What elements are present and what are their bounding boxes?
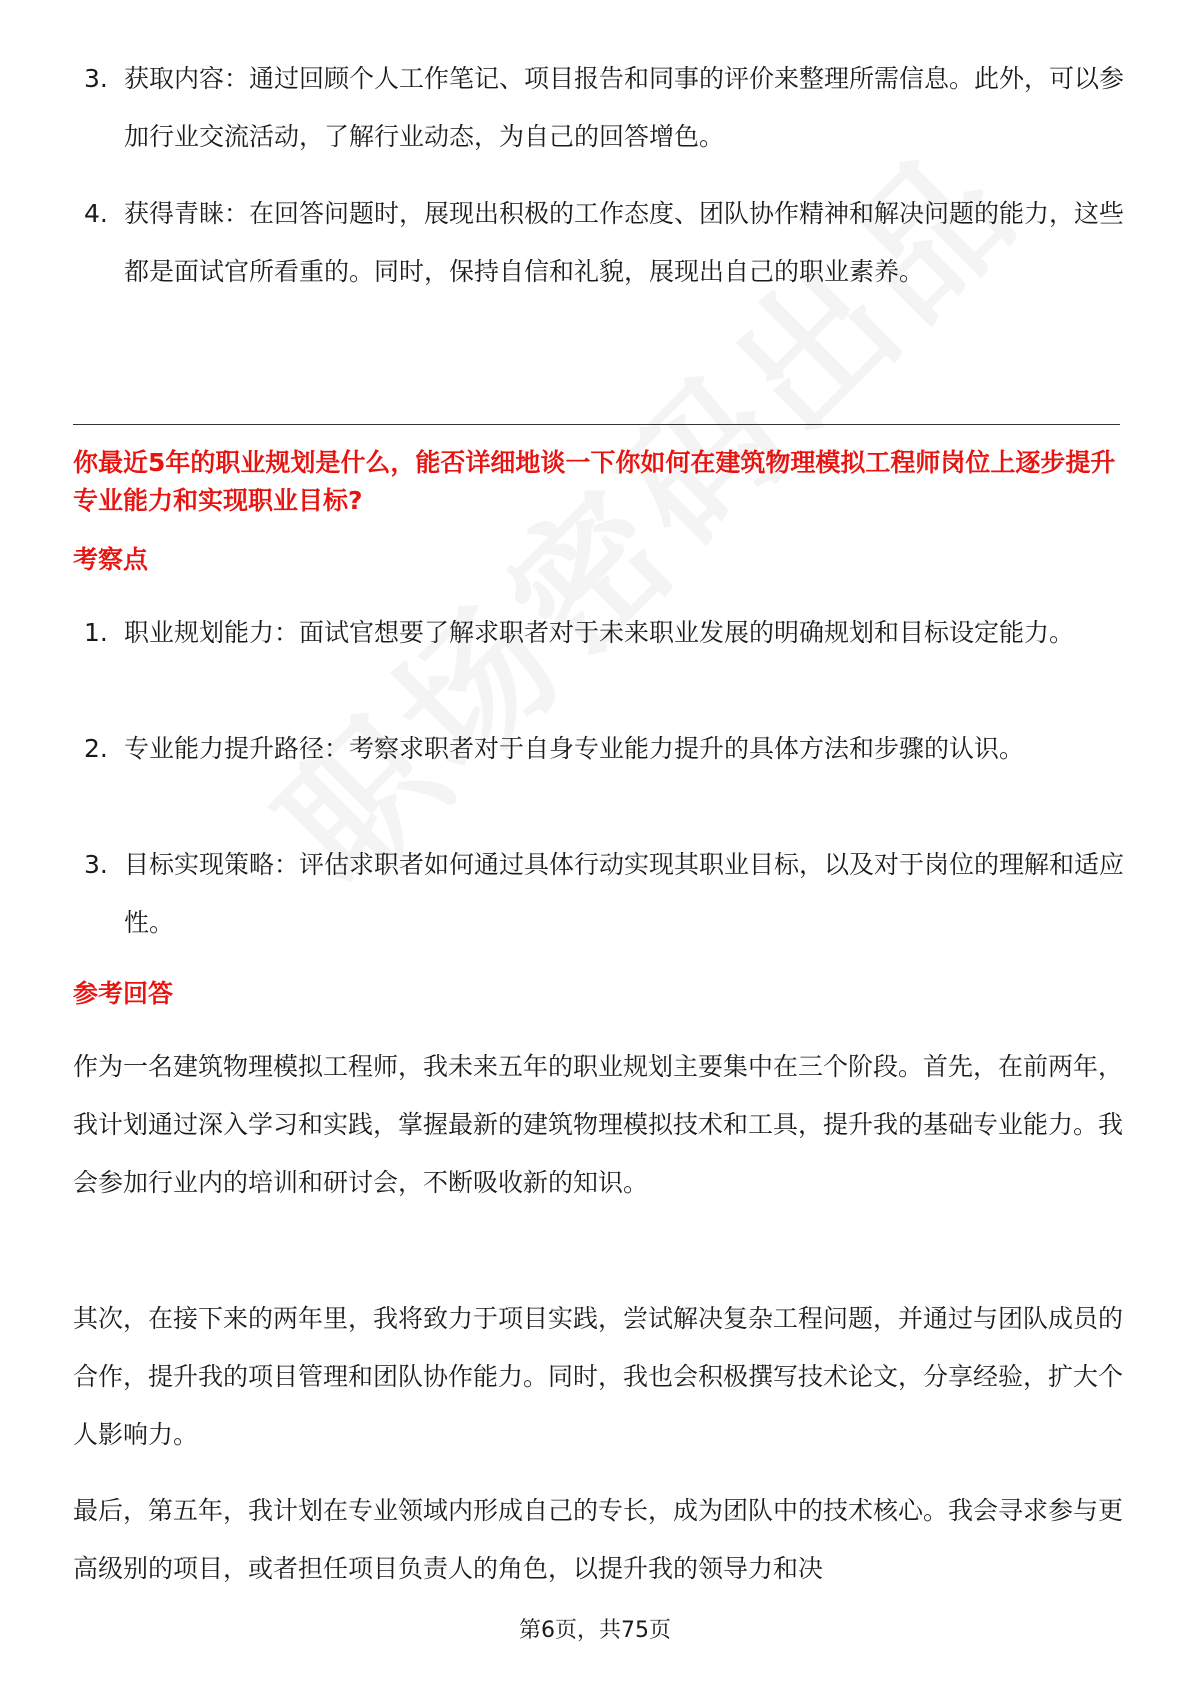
answer-title: 参考回答 (73, 979, 174, 1008)
list-number: 4. (84, 199, 108, 228)
question-heading: 你最近5年的职业规划是什么，能否详细地谈一下你如何在建筑物理模拟工程师岗位上逐步提升专业能力和实现职业目标? (73, 448, 1116, 515)
list-number: 3. (84, 64, 108, 93)
page-number: 第6页，共75页 (519, 1618, 671, 1643)
list-text: 职业规划能力：面试官想要了解求职者对于未来职业发展的明确规划和目标设定能力。 (124, 618, 1075, 647)
list-item (84, 185, 1124, 301)
section-divider (73, 424, 1120, 425)
list-number: 1. (84, 618, 108, 647)
answer-paragraph: 其次，在接下来的两年里，我将致力于项目实践，尝试解决复杂工程问题，并通过与团队成员的合作，提升我的项目管理和团队协作能力。同时，我也会积极撰写技术论文，分享经验，扩大个人影响力。 (73, 1304, 1124, 1449)
answer-paragraph: 作为一名建筑物理模拟工程师，我未来五年的职业规划主要集中在三个阶段。首先，在前两年，我计划通过深入学习和实践，掌握最新的建筑物理模拟技术和工具，提升我的基础专业能力。我会参加行业内的培训和研讨会，不断吸收新的知识。 (73, 1052, 1124, 1197)
list-text: 目标实现策略：评估求职者如何通过具体行动实现其职业目标，以及对于岗位的理解和适应性。 (124, 850, 1125, 937)
list-text: 获得青睐：在回答问题时，展现出积极的工作态度、团队协作精神和解决问题的能力，这些都是面试官所看重的。同时，保持自信和礼貌，展现出自己的职业素养。 (124, 199, 1125, 286)
points-title: 考察点 (73, 545, 149, 574)
list-text: 专业能力提升路径：考察求职者对于自身专业能力提升的具体方法和步骤的认识。 (124, 734, 1025, 763)
list-item (84, 836, 1124, 952)
list-item (84, 604, 1124, 662)
list-number: 2. (84, 734, 108, 763)
list-text: 获取内容：通过回顾个人工作笔记、项目报告和同事的评价来整理所需信息。此外，可以参加行业交流活动，了解行业动态，为自己的回答增色。 (124, 64, 1125, 151)
list-item (84, 720, 1124, 778)
list-item (84, 50, 1124, 166)
list-number: 3. (84, 850, 108, 879)
answer-paragraph: 最后，第五年，我计划在专业领域内形成自己的专长，成为团队中的技术核心。我会寻求参与更高级别的项目，或者担任项目负责人的角色，以提升我的领导力和决 (73, 1496, 1124, 1583)
